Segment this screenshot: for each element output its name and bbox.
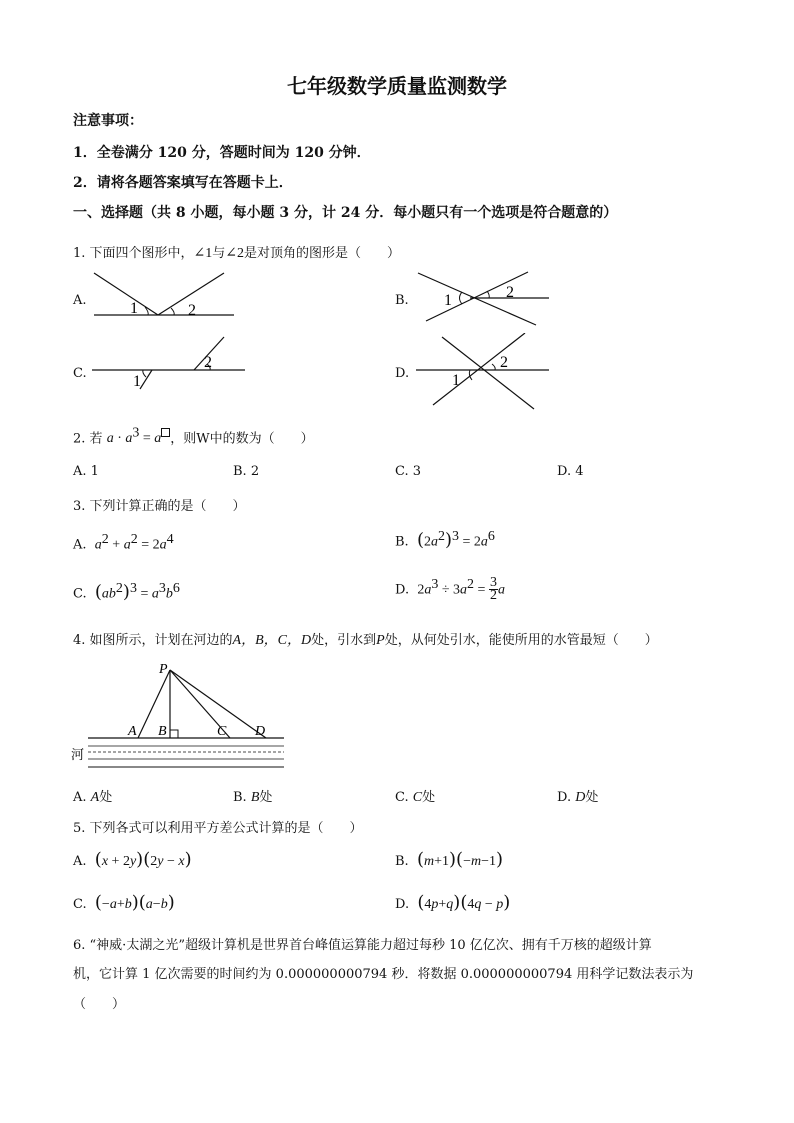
- q5-option-a: A. (x + 2y)(2y − x): [73, 849, 192, 870]
- q1-stem-post: 是对顶角的图形是（ ）: [244, 246, 401, 261]
- question-1-stem: [73, 242, 400, 262]
- q3-option-b: B. $(2a^2)^3 = 2a^6$: [395, 529, 495, 551]
- q1c-num-1: 1: [133, 373, 141, 390]
- q4-option-d: D. D处: [557, 790, 599, 805]
- q4-fig-point-b: B: [158, 724, 167, 739]
- question-4-stem: 4. 如图所示，计划在河边的A，B，C，D处，引水到P处，从何处引水，能使所用的水管最短（ ）: [73, 633, 658, 648]
- q1-angle-2: ∠2: [225, 246, 245, 261]
- question-3-stem: 3. 下列计算正确的是（ ）: [73, 499, 246, 514]
- q5-option-d: D. (4p+q)(4q − p): [395, 892, 511, 913]
- q5-option-c: C. (−a+b)(a−b): [73, 892, 175, 913]
- q4-fig-point-a: A: [128, 724, 137, 739]
- question-6-line-3: （ ）: [73, 997, 126, 1012]
- q1b-num-2: 2: [506, 284, 514, 301]
- q2-stem-post: ，则W中的数为（ ）: [170, 431, 314, 447]
- q1a-num-2: 2: [188, 302, 196, 319]
- q3-option-d: D. $2a^3 \div 3a^2$ = $\frac{3}{2}$ a: [395, 575, 505, 604]
- q3-option-a: A. $a^2 + a^2 = 2a^4$: [73, 532, 174, 553]
- q4-fig-point-p: P: [159, 662, 168, 677]
- question-6-line-2: 机，它计算 1 亿次需要的时间约为 0.000000000794 秒．将数据 0.000000000794 用科学记数法表示为: [73, 967, 694, 982]
- q1d-num-2: 2: [500, 354, 508, 371]
- q1-figure-d: [412, 333, 557, 413]
- section-heading: 一、选择题（共 8 小题，每小题 3 分，计 24 分．每小题只有一个选项是符合题意的）: [73, 205, 618, 221]
- q1a-num-1: 1: [130, 300, 138, 317]
- q1b-num-1: 1: [444, 292, 452, 309]
- q4-fig-point-c: C: [217, 724, 227, 739]
- note-item-1: 1．全卷满分 120 分，答题时间为 120 分钟．: [73, 145, 371, 161]
- question-2-stem: [73, 426, 314, 447]
- q1-option-a-label: A.: [73, 293, 87, 308]
- q4-fig-river-label: 河: [71, 747, 85, 762]
- q3-option-c: C. $(ab^2)^3 = a^3b^6$: [73, 581, 180, 603]
- q2-formula: $a \cdot a^3 = a$: [107, 431, 171, 446]
- q1-figure-b: [412, 268, 557, 328]
- q4-option-b: B. B处: [233, 790, 273, 805]
- q1c-num-2: 2: [204, 354, 212, 371]
- q1-option-b-label: B.: [395, 293, 409, 308]
- q2-option-b: B. 2: [233, 464, 260, 479]
- question-6-line-1: 6. “神威·太湖之光”超级计算机是世界首台峰值运算能力超过每秒 10 亿亿次、拥有千万核的超级计算: [73, 938, 652, 953]
- q2-option-a: A. 1: [73, 464, 99, 479]
- q2-stem-pre: 2. 若: [73, 431, 103, 447]
- q4-points: A，B，C，D: [232, 633, 312, 648]
- q5-option-b: B. (m+1)(−m−1): [395, 849, 504, 870]
- q1-angle-1: ∠1: [193, 246, 213, 261]
- notes-heading: 注意事项：: [73, 113, 143, 129]
- q4-fig-point-d: D: [255, 724, 266, 739]
- q4-option-a: A. A处: [73, 790, 113, 805]
- q2-option-c: C. 3: [395, 464, 422, 479]
- q1-figure-c: [90, 333, 250, 393]
- q1-figure-a: [90, 268, 240, 323]
- note-item-2: 2．请将各题答案填写在答题卡上．: [73, 175, 293, 191]
- q1-stem-pre: 1. 下面四个图形中，: [73, 246, 194, 261]
- page-title: 七年级数学质量监测数学: [287, 74, 507, 98]
- q4-option-c: C. C处: [395, 790, 436, 805]
- q4-river-figure: [70, 660, 290, 775]
- question-5-stem: 5. 下列各式可以利用平方差公式计算的是（ ）: [73, 821, 363, 836]
- q1d-num-1: 1: [452, 372, 460, 389]
- q1-option-d-label: D.: [395, 366, 410, 381]
- q1-stem-mid: 与: [212, 246, 226, 261]
- q1-option-c-label: C.: [73, 366, 87, 381]
- q2-option-d: D. 4: [557, 464, 584, 479]
